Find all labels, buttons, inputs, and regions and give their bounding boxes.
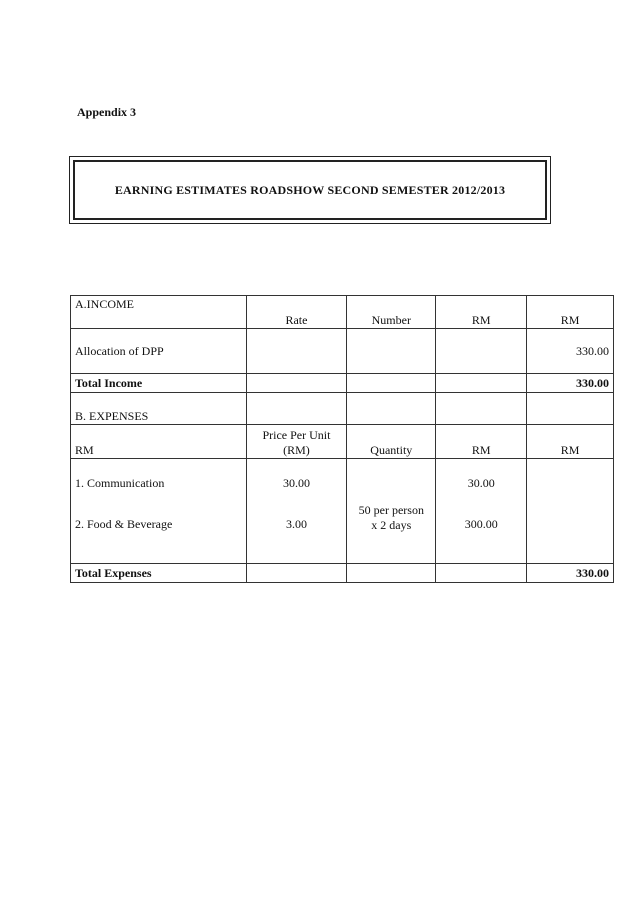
expense-item-total <box>527 459 614 564</box>
expense-item-amount: 300.00 <box>464 517 498 531</box>
document-title: EARNING ESTIMATES ROADSHOW SECOND SEMESTER 2012/2013 <box>114 182 506 197</box>
earning-estimates-table <box>70 295 614 583</box>
income-header-rm: RM <box>436 296 527 329</box>
allocation-number <box>347 329 436 374</box>
allocation-rate <box>246 329 347 374</box>
expenses-header-price <box>246 425 347 459</box>
expenses-header-rm-amount: RM <box>436 425 527 459</box>
expense-item-label: 2. Food & Beverage <box>75 517 173 531</box>
expense-item-price: 3.00 <box>285 517 307 531</box>
expense-item-labels <box>71 459 247 564</box>
income-header-number: Number <box>347 296 436 329</box>
allocation-total: 330.00 <box>527 329 614 374</box>
appendix-label: Appendix 3 <box>77 105 137 119</box>
total-income-label: Total Income <box>71 374 247 393</box>
total-expenses-row <box>71 564 614 583</box>
expenses-section-row <box>71 393 614 425</box>
allocation-row <box>71 329 614 374</box>
income-header-rm-total: RM <box>527 296 614 329</box>
expenses-header-quantity: Quantity <box>347 425 436 459</box>
expense-item-quantities <box>347 459 436 564</box>
income-section-label: A.INCOME <box>71 296 247 329</box>
total-expenses-value: 330.00 <box>527 564 614 583</box>
price-header-line1: Price Per Unit <box>262 428 331 442</box>
expense-item-amount: 30.00 <box>467 476 495 490</box>
allocation-label: Allocation of DPP <box>71 329 247 374</box>
total-income-value: 330.00 <box>527 374 614 393</box>
income-header-row <box>71 296 614 329</box>
total-income-row <box>71 374 614 393</box>
income-header-rate: Rate <box>246 296 347 329</box>
title-box <box>69 156 551 224</box>
expenses-header-rm-total: RM <box>527 425 614 459</box>
allocation-rm <box>436 329 527 374</box>
expense-item-amounts <box>436 459 527 564</box>
expenses-section-label: B. EXPENSES <box>71 393 247 425</box>
quantity-line1: 50 per person <box>358 503 424 517</box>
quantity-line2: x 2 days <box>371 518 412 532</box>
total-expenses-label: Total Expenses <box>71 564 247 583</box>
expense-item-prices <box>246 459 347 564</box>
expense-item-price: 30.00 <box>282 476 310 490</box>
expenses-header-row <box>71 425 614 459</box>
price-header-line2: (RM) <box>283 443 310 457</box>
expense-item-label: 1. Communication <box>75 476 165 490</box>
expense-items-row <box>71 459 614 564</box>
expenses-header-rm: RM <box>71 425 247 459</box>
